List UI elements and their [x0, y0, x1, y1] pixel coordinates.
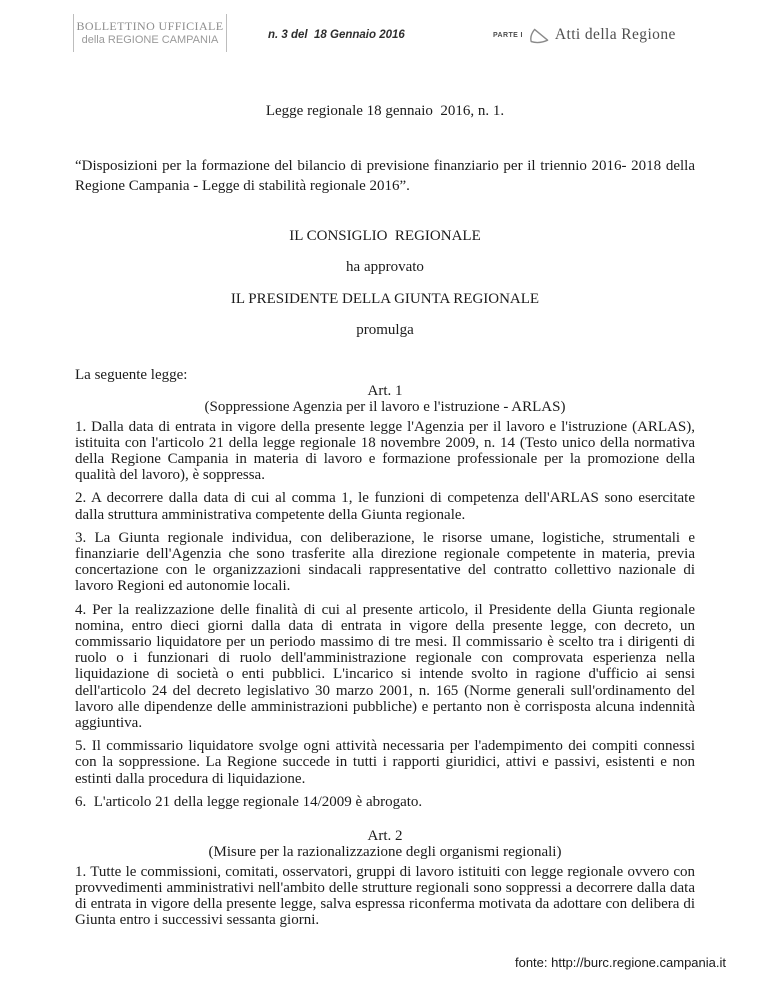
article-number: Art. 1 — [367, 383, 403, 400]
parte-label: PARTE I — [493, 31, 523, 39]
article-paragraph: 3. La Giunta regionale individua, con deliberazione, le risorse umane, logistiche, strumentali e finanziarie dell'Agenzia che sono trasferite alla direzione regionale competente in materia, previa concertazione con le organizzazioni sindacali rappresentative del contratto collettivo nazionale di lavoro Regioni ed autonomie locali. — [75, 529, 699, 595]
intro-line: La seguente legge: — [75, 367, 188, 384]
preamble-line: IL PRESIDENTE DELLA GIUNTA REGIONALE — [230, 290, 540, 307]
article-paragraph: 6. L'articolo 21 della legge regionale 14/2009 è abrogato. — [75, 793, 423, 810]
article-1 — [75, 383, 699, 810]
article-number: Art. 2 — [367, 828, 403, 845]
logo-title: BOLLETTINO UFFICIALE — [76, 19, 224, 33]
source-note: fonte: http://burc.regione.campania.it — [514, 955, 726, 970]
article-paragraph: 5. Il commissario liquidatore svolge ogni attività necessaria per l'adempimento dei compiti connessi con la soppressione. La Regione succede in tutti i rapporti giuridici, attivi e passivi, esistenti e non estinti dalla procedura di liquidazione. — [75, 738, 699, 787]
preamble — [75, 228, 695, 338]
law-title: Legge regionale 18 gennaio 2016, n. 1. — [265, 103, 505, 119]
article-paragraph: 1. Dalla data di entrata in vigore della presente legge l'Agenzia per il lavoro e l'istruzione (ARLAS), istituita con l'articolo 21 della legge regionale 18 novembre 2009, n. 14 (Testo unico della normativa della Regione Campania in materia di lavoro e formazione professionale per la promozione della qualità del lavoro), è soppressa. — [75, 418, 699, 484]
article-heading: (Soppressione Agenzia per il lavoro e l'istruzione - ARLAS) — [204, 399, 566, 416]
document-body — [75, 0, 699, 935]
article-paragraph: 2. A decorrere dalla data di cui al comma 1, le funzioni di competenza dell'ARLAS sono esercitate dalla struttura amministrativa competente della Giunta regionale. — [75, 490, 699, 523]
law-subtitle: “Disposizioni per la formazione del bilancio di previsione finanziario per il triennio 2016- 2018 della Regione Campania - Legge di stabilità regionale 2016”. — [75, 158, 699, 194]
article-paragraph: 1. Tutte le commissioni, comitati, osservatori, gruppi di lavoro istituiti con legge regionale ovvero con provvedimenti amministrativi nell'ambito delle strutture regionali sono soppressi a decorrere dalla data di entrata in vigore della presente legge, salva espressa riconferma motivata da adottare con delibera di Giunta entro i successivi sessanta giorni. — [75, 863, 699, 929]
article-paragraph: 4. Per la realizzazione delle finalità di cui al presente articolo, il Presidente della Giunta regionale nomina, entro dieci giorni dalla data di entrata in vigore della presente legge, con decreto, un commissario liquidatore per un periodo massimo di tre mesi. Il commissario è scelto tra i dirigenti di ruolo o i funzionari di ruolo dell'amministrazione regionale con comprovata esperienza nella liquidazione di società o enti pubblici. L'incarico si intende svolto in ragione d'ufficio ai sensi dell'articolo 24 del decreto legislativo 30 marzo 2001, n. 165 (Norme generali sull'ordinamento del lavoro alle dipendenze delle amministrazioni pubbliche) e pertanto non è corrisposta alcuna indennità aggiuntiva. — [75, 601, 699, 732]
preamble-line: ha approvato — [346, 259, 424, 276]
article-2 — [75, 828, 699, 929]
issue-info: n. 3 del 18 Gennaio 2016 — [268, 29, 405, 41]
article-heading: (Misure per la razionalizzazione degli organismi regionali) — [208, 844, 562, 861]
preamble-line: promulga — [356, 321, 414, 338]
logo-subtitle: della REGIONE CAMPANIA — [81, 34, 219, 46]
section-title: Atti della Regione — [554, 26, 676, 43]
preamble-line: IL CONSIGLIO REGIONALE — [289, 228, 481, 245]
